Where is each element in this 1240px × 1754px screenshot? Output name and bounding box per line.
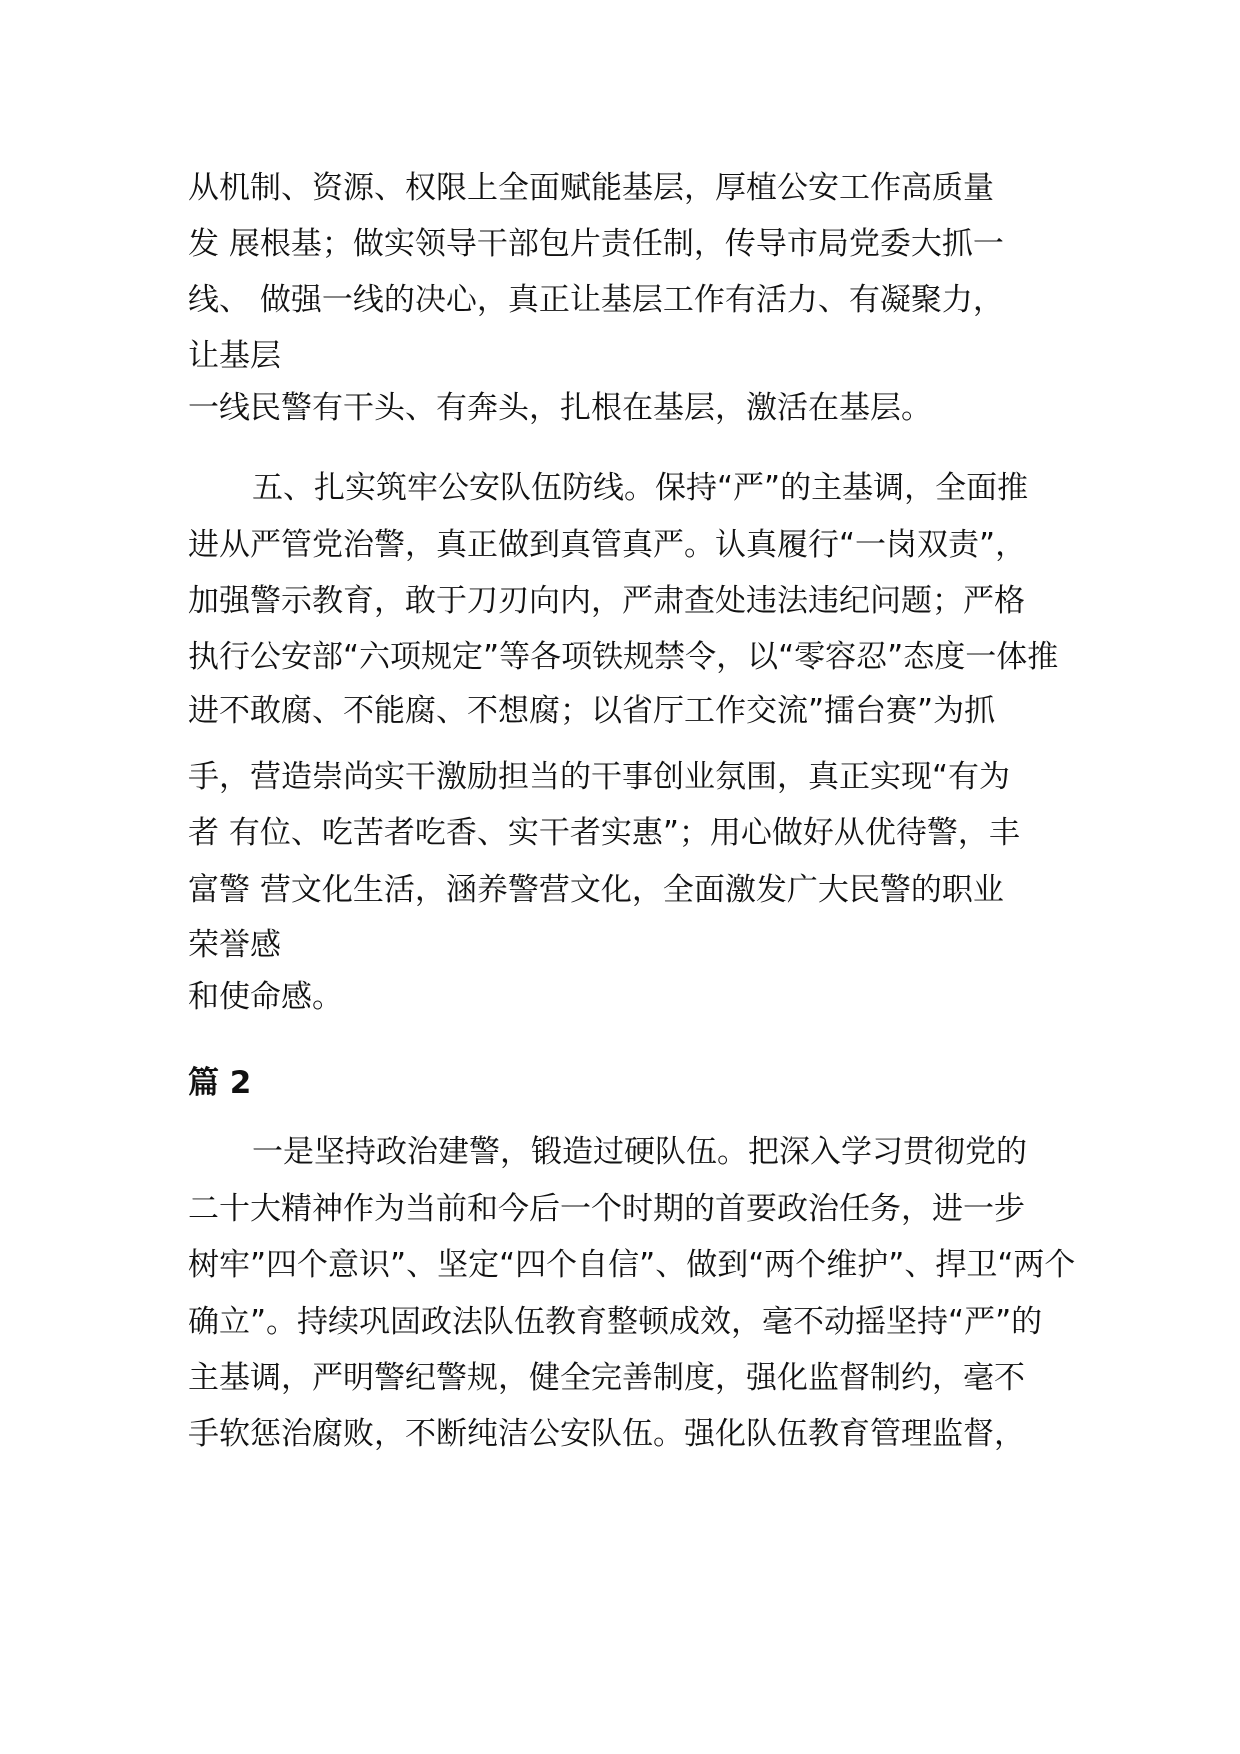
paragraph-line: 线、 做强一线的决心，真正让基层工作有活力、有凝聚力， <box>188 282 1004 318</box>
paragraph-line: 进从严管党治警，真正做到真管真严。认真履行“一岗双责”， <box>188 527 1027 563</box>
paragraph-line: 主基调，严明警纪警规，健全完善制度，强化监督制约，毫不 <box>188 1360 1025 1396</box>
section-heading: 篇 2 <box>188 1065 252 1101</box>
paragraph-line: 一是坚持政治建警，锻造过硬队伍。把深入学习贯彻党的 <box>252 1134 1027 1170</box>
paragraph-line: 和使命感。 <box>188 979 343 1015</box>
paragraph-line: 从机制、资源、权限上全面赋能基层，厚植公安工作高质量 <box>188 170 994 206</box>
paragraph-line: 执行公安部“六项规定”等各项铁规禁令，以“零容忍”态度一体推 <box>188 639 1059 675</box>
paragraph-line: 手软惩治腐败，不断纯洁公安队伍。强化队伍教育管理监督， <box>188 1416 1025 1452</box>
paragraph-line: 富警 营文化生活，涵养警营文化，全面激发广大民警的职业 <box>188 872 1004 908</box>
paragraph-line: 进不敢腐、不能腐、不想腐；以省厅工作交流”擂台赛”为抓 <box>188 693 996 729</box>
paragraph-line: 确立”。持续巩固政法队伍教育整顿成效，毫不动摇坚持“严”的 <box>188 1304 1043 1340</box>
paragraph-line: 者 有位、吃苦者吃香、实干者实惠”；用心做好从优待警，丰 <box>188 815 1020 851</box>
paragraph-line: 二十大精神作为当前和今后一个时期的首要政治任务，进一步 <box>188 1191 1025 1227</box>
paragraph-line: 树牢”四个意识”、坚定“四个自信”、做到“两个维护”、捍卫“两个 <box>188 1247 1076 1283</box>
paragraph-line: 加强警示教育，敢于刀刃向内，严肃查处违法违纪问题；严格 <box>188 583 1025 619</box>
paragraph-line: 让基层 <box>188 338 281 374</box>
paragraph-line: 手，营造崇尚实干激励担当的干事创业氛围，真正实现“有为 <box>188 759 1011 795</box>
paragraph-line: 荣誉感 <box>188 927 281 963</box>
paragraph-line: 发 展根基；做实领导干部包片责任制，传导市局党委大抓一 <box>188 226 1004 262</box>
paragraph-line: 五、扎实筑牢公安队伍防线。保持“严”的主基调，全面推 <box>252 470 1029 506</box>
paragraph-line: 一线民警有干头、有奔头，扎根在基层，激活在基层。 <box>188 390 932 426</box>
